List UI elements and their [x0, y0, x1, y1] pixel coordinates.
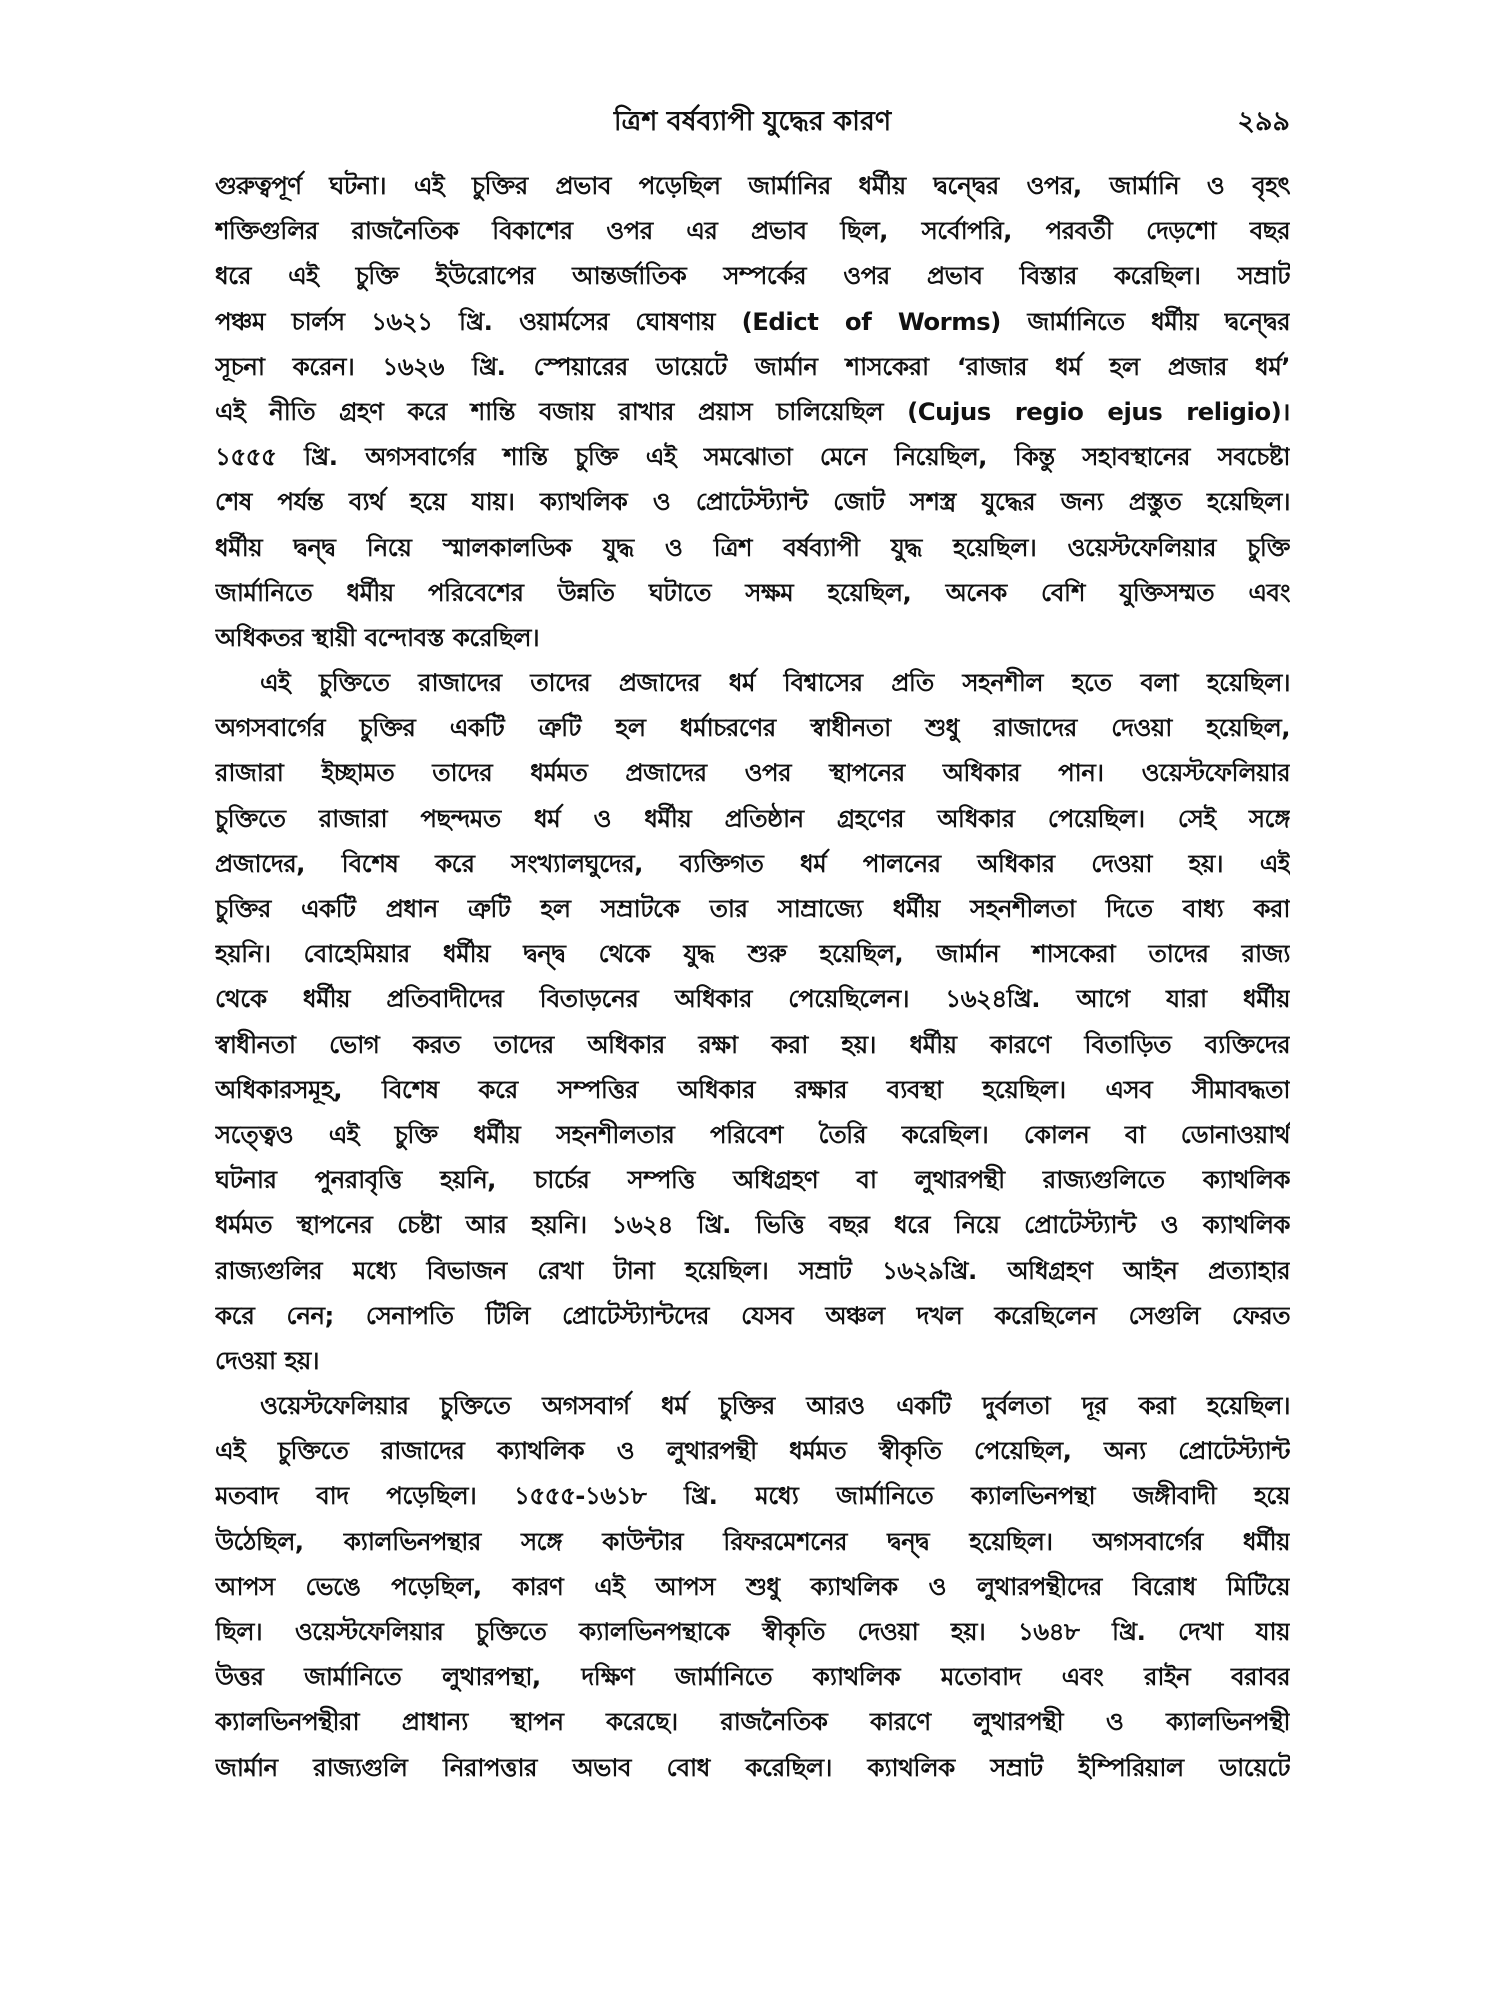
text-line: ঘটনার পুনরাবৃত্তি হয়নি, চার্চের সম্পত্তি অধিগ্রহণ বা লুথারপন্থী রাজ্যগুলিতে ক্যাথলিক — [215, 1165, 1290, 1195]
text-line: দেওয়া হয়। — [215, 1345, 319, 1375]
text-line: রাজারা ইচ্ছামত তাদের ধর্মমত প্রজাদের ওপর স্থাপনের অধিকার পান। ওয়েস্টফেলিয়ার — [215, 758, 1290, 788]
text-line: শক্তিগুলির রাজনৈতিক বিকাশের ওপর এর প্রভাব ছিল, সর্বোপরি, পরবর্তী দেড়শো বছর — [215, 216, 1290, 246]
text-line: জার্মানিতে ধর্মীয় পরিবেশের উন্নতি ঘটাতে সক্ষম হয়েছিল, অনেক বেশি যুক্তিসম্মত এবং — [215, 577, 1290, 607]
text-line: চুক্তিতে রাজারা পছন্দমত ধর্ম ও ধর্মীয় প্রতিষ্ঠান গ্রহণের অধিকার পেয়েছিল। সেই সঙ্গে — [215, 803, 1290, 833]
text-line: ধরে এই চুক্তি ইউরোপের আন্তর্জাতিক সম্পর্কের ওপর প্রভাব বিস্তার করেছিল। সম্রাট — [215, 261, 1290, 291]
text-line: মতবাদ বাদ পড়েছিল। ১৫৫৫-১৬১৮ খ্রি. মধ্যে জার্মানিতে ক্যালভিনপন্থা জঙ্গীবাদী হয়ে — [215, 1481, 1290, 1511]
body-text — [215, 163, 1290, 1790]
text-line: স্বাধীনতা ভোগ করত তাদের অধিকার রক্ষা করা হয়। ধর্মীয় কারণে বিতাড়িত ব্যক্তিদের — [215, 1029, 1290, 1059]
page-number: ২৯৯ — [1237, 106, 1290, 137]
text-line: রাজ্যগুলির মধ্যে বিভাজন রেখা টানা হয়েছিল। সম্রাট ১৬২৯খ্রি. অধিগ্রহণ আইন প্রত্যাহার — [215, 1255, 1290, 1285]
text-line: হয়নি। বোহেমিয়ার ধর্মীয় দ্বন্দ্ব থেকে যুদ্ধ শুরু হয়েছিল, জার্মান শাসকেরা তাদের রাজ্য — [215, 939, 1290, 969]
text-line: ধর্মমত স্থাপনের চেষ্টা আর হয়নি। ১৬২৪ খ্রি. ভিত্তি বছর ধরে নিয়ে প্রোটেস্ট্যান্ট ও ক্যাথলিক — [215, 1210, 1290, 1240]
text-line: সত্ত্বেও এই চুক্তি ধর্মীয় সহনশীলতার পরিবেশ তৈরি করেছিল। কোলন বা ডোনাওয়ার্থ — [215, 1119, 1290, 1149]
text-line: প্রজাদের, বিশেষ করে সংখ্যালঘুদের, ব্যক্তিগত ধর্ম পালনের অধিকার দেওয়া হয়। এই — [215, 848, 1290, 878]
text-line: করে নেন; সেনাপতি টিলি প্রোটেস্ট্যান্টদের যেসব অঞ্চল দখল করেছিলেন সেগুলি ফেরত — [215, 1300, 1290, 1330]
text-line: এই নীতি গ্রহণ করে শান্তি বজায় রাখার প্রয়াস চালিয়েছিল (Cujus regio ejus religio)। — [215, 396, 1290, 426]
text-line: ১৫৫৫ খ্রি. অগসবার্গের শান্তি চুক্তি এই সমঝোতা মেনে নিয়েছিল, কিন্তু সহাবস্থানের সবচেষ্টা — [215, 442, 1290, 472]
paragraph-1 — [215, 163, 1290, 660]
paragraph-3 — [215, 1383, 1290, 1790]
text-line: ছিল। ওয়েস্টফেলিয়ার চুক্তিতে ক্যালভিনপন্থাকে স্বীকৃতি দেওয়া হয়। ১৬৪৮ খ্রি. দেখা যায় — [215, 1617, 1290, 1646]
text-line: উঠেছিল, ক্যালভিনপন্থার সঙ্গে কাউন্টার রিফরমেশনের দ্বন্দ্ব হয়েছিল। অগসবার্গের ধর্মীয় — [215, 1526, 1290, 1556]
text-line: থেকে ধর্মীয় প্রতিবাদীদের বিতাড়নের অধিকার পেয়েছিলেন। ১৬২৪খ্রি. আগে যারা ধর্মীয় — [215, 984, 1290, 1014]
running-header — [215, 102, 1290, 152]
text-line: ধর্মীয় দ্বন্দ্ব নিয়ে স্মালকালডিক যুদ্ধ ও ত্রিশ বর্ষব্যাপী যুদ্ধ হয়েছিল। ওয়েস্টফেলিয়ার চুক্তি — [215, 532, 1290, 562]
text-line: চুক্তির একটি প্রধান ত্রুটি হল সম্রাটকে তার সাম্রাজ্যে ধর্মীয় সহনশীলতা দিতে বাধ্য করা — [215, 894, 1290, 923]
text-line: অগসবার্গের চুক্তির একটি ত্রুটি হল ধর্মাচরণের স্বাধীনতা শুধু রাজাদের দেওয়া হয়েছিল, — [215, 713, 1290, 743]
text-line: পঞ্চম চার্লস ১৬২১ খ্রি. ওয়ার্মসের ঘোষণায় (Edict of Worms) জার্মানিতে ধর্মীয় দ্বন্দ্বের — [215, 306, 1290, 336]
text-line: এই চুক্তিতে রাজাদের ক্যাথলিক ও লুথারপন্থী ধর্মমত স্বীকৃতি পেয়েছিল, অন্য প্রোটেস্ট্যান্ট — [215, 1436, 1290, 1466]
text-line: অধিকতর স্থায়ী বন্দোবস্ত করেছিল। — [215, 622, 540, 652]
text-line: আপস ভেঙে পড়েছিল, কারণ এই আপস শুধু ক্যাথলিক ও লুথারপন্থীদের বিরোধ মিটিয়ে — [215, 1571, 1290, 1601]
text-line: উত্তর জার্মানিতে লুথারপন্থা, দক্ষিণ জার্মানিতে ক্যাথলিক মতোবাদ এবং রাইন বরাবর — [215, 1662, 1290, 1692]
text-line: অধিকারসমূহ, বিশেষ করে সম্পত্তির অধিকার রক্ষার ব্যবস্থা হয়েছিল। এসব সীমাবদ্ধতা — [215, 1074, 1290, 1104]
paragraph-2 — [215, 660, 1290, 1383]
text-line: গুরুত্বপূর্ণ ঘটনা। এই চুক্তির প্রভাব পড়েছিল জার্মানির ধর্মীয় দ্বন্দ্বের ওপর, জার্মানি ও বৃহৎ — [215, 171, 1290, 200]
chapter-title: ত্রিশ বর্ষব্যাপী যুদ্ধের কারণ — [613, 106, 892, 137]
text-line: ওয়েস্টফেলিয়ার চুক্তিতে অগসবার্গ ধর্ম চুক্তির আরও একটি দুর্বলতা দূর করা হয়েছিল। — [260, 1391, 1290, 1421]
text-line: জার্মান রাজ্যগুলি নিরাপত্তার অভাব বোধ করেছিল। ক্যাথলিক সম্রাট ইম্পিরিয়াল ডায়েটে — [215, 1752, 1290, 1782]
text-line: ক্যালভিনপন্থীরা প্রাধান্য স্থাপন করেছে। রাজনৈতিক কারণে লুথারপন্থী ও ক্যালভিনপন্থী — [215, 1707, 1290, 1737]
text-line: সূচনা করেন। ১৬২৬ খ্রি. স্পেয়ারের ডায়েটে জার্মান শাসকেরা ‘রাজার ধর্ম হল প্রজার ধর্ম’ — [215, 351, 1290, 381]
text-line: শেষ পর্যন্ত ব্যর্থ হয়ে যায়। ক্যাথলিক ও প্রোটেস্ট্যান্ট জোট সশস্ত্র যুদ্ধের জন্য প্রস্তুত হয়েছিল। — [215, 487, 1290, 517]
text-line: এই চুক্তিতে রাজাদের তাদের প্রজাদের ধর্ম বিশ্বাসের প্রতি সহনশীল হতে বলা হয়েছিল। — [260, 668, 1290, 698]
